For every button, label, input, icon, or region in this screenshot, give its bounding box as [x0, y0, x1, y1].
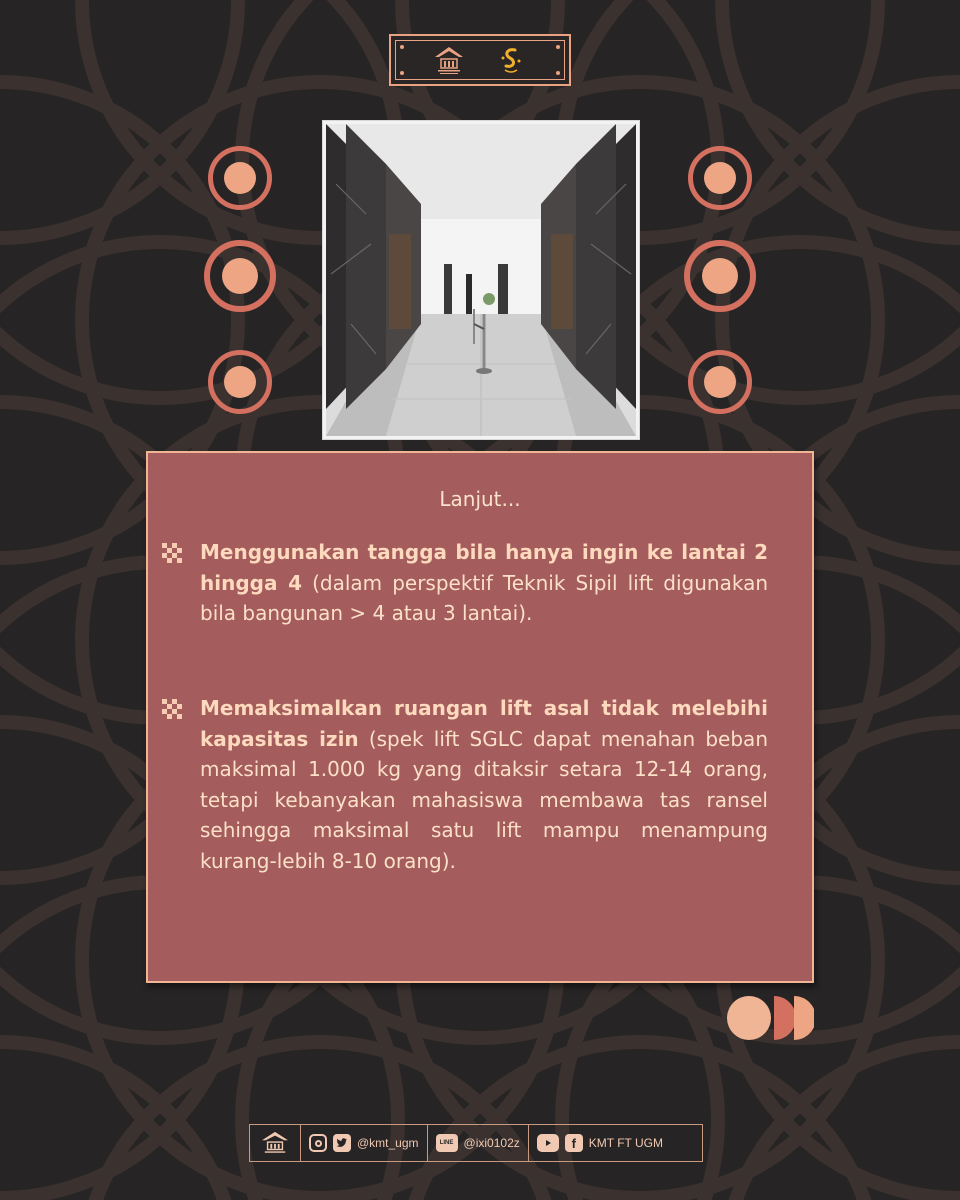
twitter-icon[interactable] [333, 1134, 351, 1152]
facebook-icon[interactable]: f [565, 1134, 583, 1152]
header-logo-box [389, 34, 571, 86]
footer-yt-fb-cell[interactable] [529, 1125, 671, 1161]
bullet-item [200, 693, 768, 876]
footer-logo-cell [250, 1125, 301, 1161]
footer-line-cell[interactable] [428, 1125, 529, 1161]
decorative-ring-inner [224, 366, 256, 398]
lift-lobby-photo [323, 121, 639, 439]
bullet-item [200, 537, 768, 629]
youtube-icon[interactable] [537, 1134, 559, 1152]
bullet-pattern-icon [162, 543, 182, 563]
decorative-half-dot [770, 996, 814, 1040]
line-id: @ixi0102z [463, 1136, 520, 1150]
decorative-ring-inner [222, 258, 258, 294]
bullet-pattern-icon [162, 699, 182, 719]
logo-kmt-icon [433, 44, 465, 76]
decorative-ring-inner [704, 162, 736, 194]
twitter-instagram-handle: @kmt_ugm [357, 1136, 419, 1150]
bullet-text: (dalam perspektif Teknik Sipil lift digunakan bila bangunan > 4 atau 3 lantai). [200, 570, 768, 625]
decorative-ring-inner [702, 258, 738, 294]
decorative-dot [727, 996, 771, 1040]
decorative-ring-inner [704, 366, 736, 398]
logo-s-icon [495, 44, 527, 76]
bullet-text: (spek lift SGLC dapat menahan beban maksimal 1.000 kg yang ditaksir setara 12-14 orang, tetapi kebanyakan mahasiswa membawa tas ransel sehingga maksimal satu lift mampu menampung kurang-lebih 8-10 orang). [200, 726, 768, 873]
instagram-icon[interactable] [309, 1134, 327, 1152]
social-footer [249, 1124, 703, 1162]
line-icon[interactable]: LINE [436, 1134, 458, 1152]
youtube-facebook-name: KMT FT UGM [588, 1136, 663, 1150]
logo-kmt-icon [260, 1130, 290, 1156]
bullet-bold-text: Menggunakan tangga bila hanya ingin ke lantai 2 hingga 4 [200, 540, 768, 595]
bullet-bold-text: Memaksimalkan ruangan lift asal tidak melebihi kapasitas izin [200, 696, 768, 751]
card-title: Lanjut... [439, 487, 521, 511]
decorative-ring-inner [224, 162, 256, 194]
content-card [146, 451, 814, 983]
footer-ig-twitter-cell[interactable] [301, 1125, 428, 1161]
